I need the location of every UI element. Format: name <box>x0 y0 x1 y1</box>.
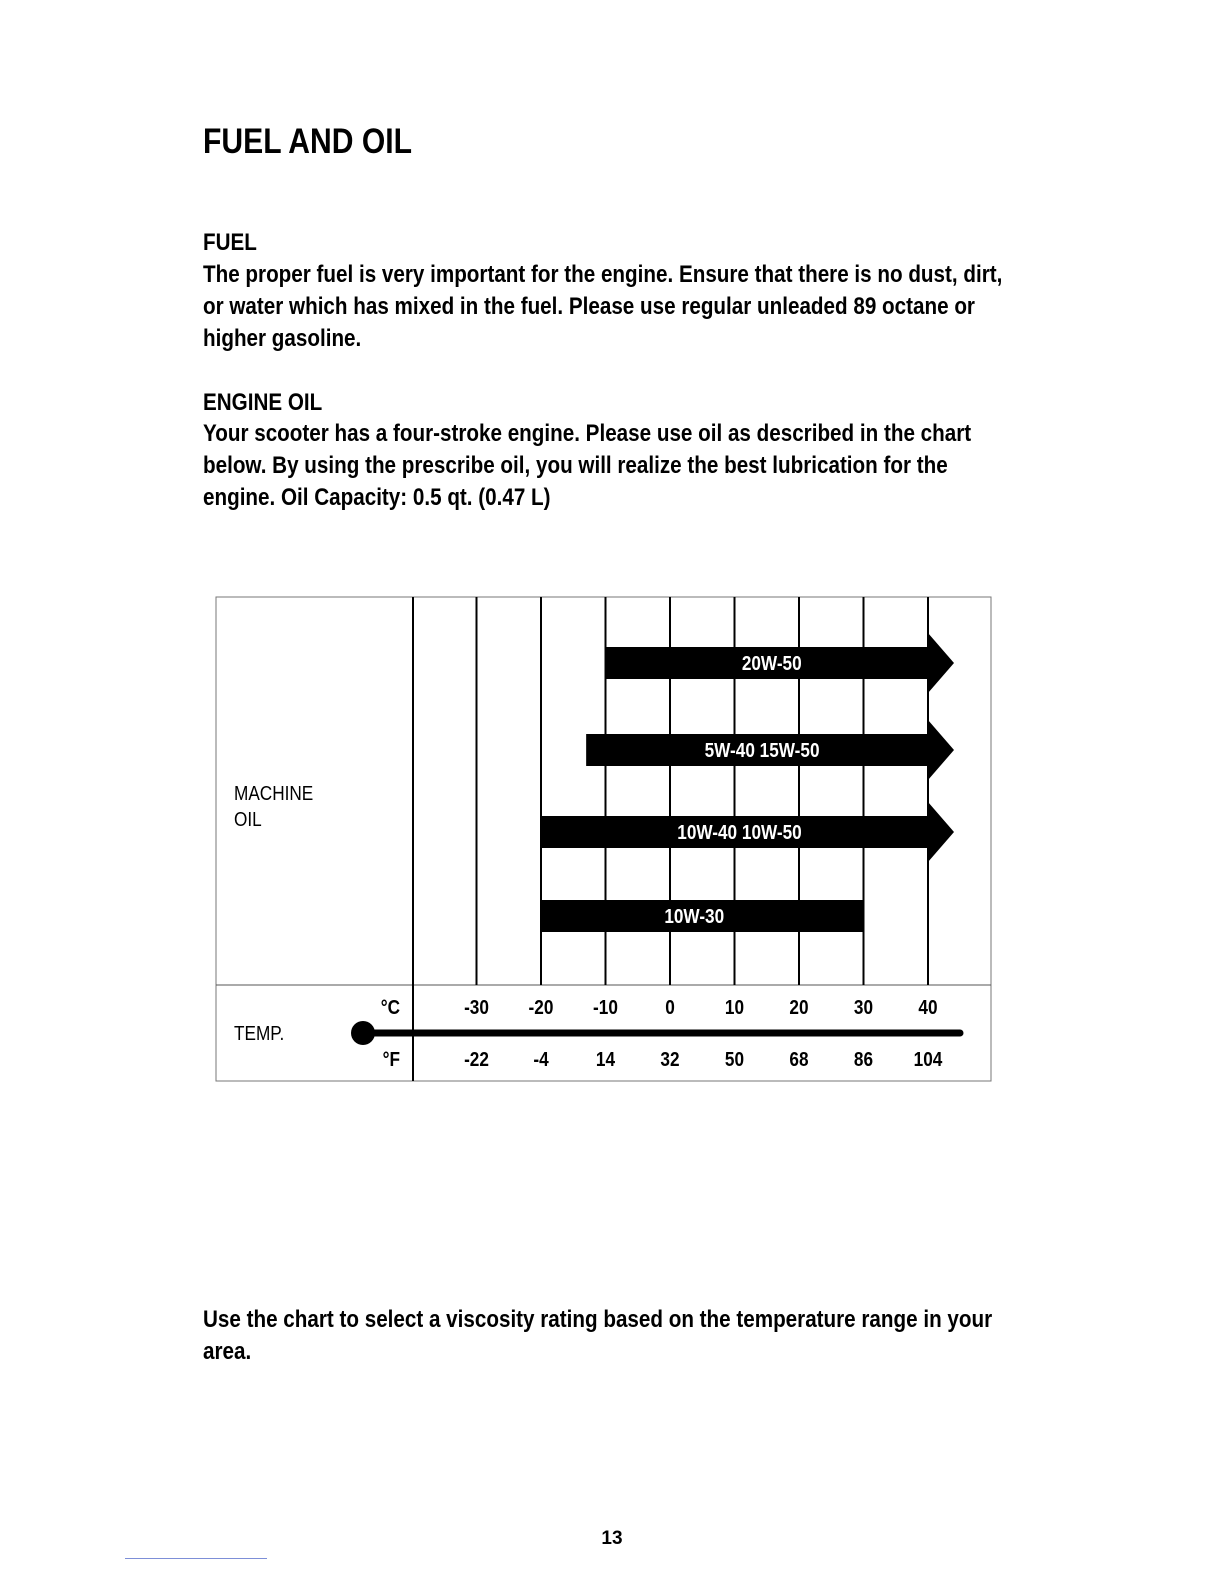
unit-celsius: °C <box>380 995 400 1019</box>
viscosity-bar-arrow-1 <box>928 720 954 780</box>
viscosity-bar-label-0: 20W-50 <box>741 651 802 675</box>
temp-label: TEMP. <box>233 1021 285 1045</box>
viscosity-bar-arrow-2 <box>928 802 954 862</box>
engine-oil-heading: ENGINE OIL <box>203 389 323 416</box>
engine-oil-body: Your scooter has a four-stroke engine. Please use oil as described in the chart below. By using the prescribe oil, you will realize the best lubrication for the engine. Oil Capacity: 0.5 qt. (0.47 L) <box>203 420 972 511</box>
chart-instruction-text: Use the chart to select a viscosity rating based on the temperature range in your area. <box>203 1306 993 1365</box>
celsius-tick-5: 20 <box>789 995 809 1019</box>
unit-fahrenheit: °F <box>382 1047 400 1071</box>
row-label-oil: OIL <box>233 807 262 831</box>
fuel-body: The proper fuel is very important for the engine. Ensure that there is no dust, dirt, or water which has mixed in the fuel. Please use regular unleaded 89 octane or higher gasoline. <box>203 261 1003 352</box>
celsius-tick-3: 0 <box>665 995 675 1019</box>
fahrenheit-tick-6: 86 <box>853 1047 874 1071</box>
celsius-tick-4: 10 <box>724 995 745 1019</box>
celsius-tick-2: -10 <box>593 995 618 1019</box>
viscosity-bar-label-3: 10W-30 <box>664 904 725 928</box>
celsius-tick-6: 30 <box>853 995 874 1019</box>
viscosity-bar-label-1: 5W-40 15W-50 <box>704 738 820 762</box>
fuel-heading: FUEL <box>203 229 257 256</box>
fahrenheit-tick-4: 50 <box>724 1047 745 1071</box>
fahrenheit-tick-1: -4 <box>533 1047 549 1071</box>
page-number: 13 <box>601 1528 623 1549</box>
fahrenheit-tick-0: -22 <box>464 1047 489 1071</box>
fahrenheit-tick-5: 68 <box>789 1047 809 1071</box>
viscosity-bar-arrow-0 <box>928 633 954 693</box>
celsius-tick-0: -30 <box>464 995 489 1019</box>
fahrenheit-tick-2: 14 <box>595 1047 616 1071</box>
fahrenheit-tick-7: 104 <box>913 1047 943 1071</box>
viscosity-bar-label-2: 10W-40 10W-50 <box>677 820 802 844</box>
page-title: FUEL AND OIL <box>203 122 413 161</box>
thermometer-bulb <box>351 1021 375 1045</box>
row-label-machine: MACHINE <box>233 781 314 805</box>
fahrenheit-tick-3: 32 <box>660 1047 680 1071</box>
celsius-tick-7: 40 <box>918 995 938 1019</box>
footer-link-line <box>125 1558 267 1559</box>
celsius-tick-1: -20 <box>528 995 554 1019</box>
